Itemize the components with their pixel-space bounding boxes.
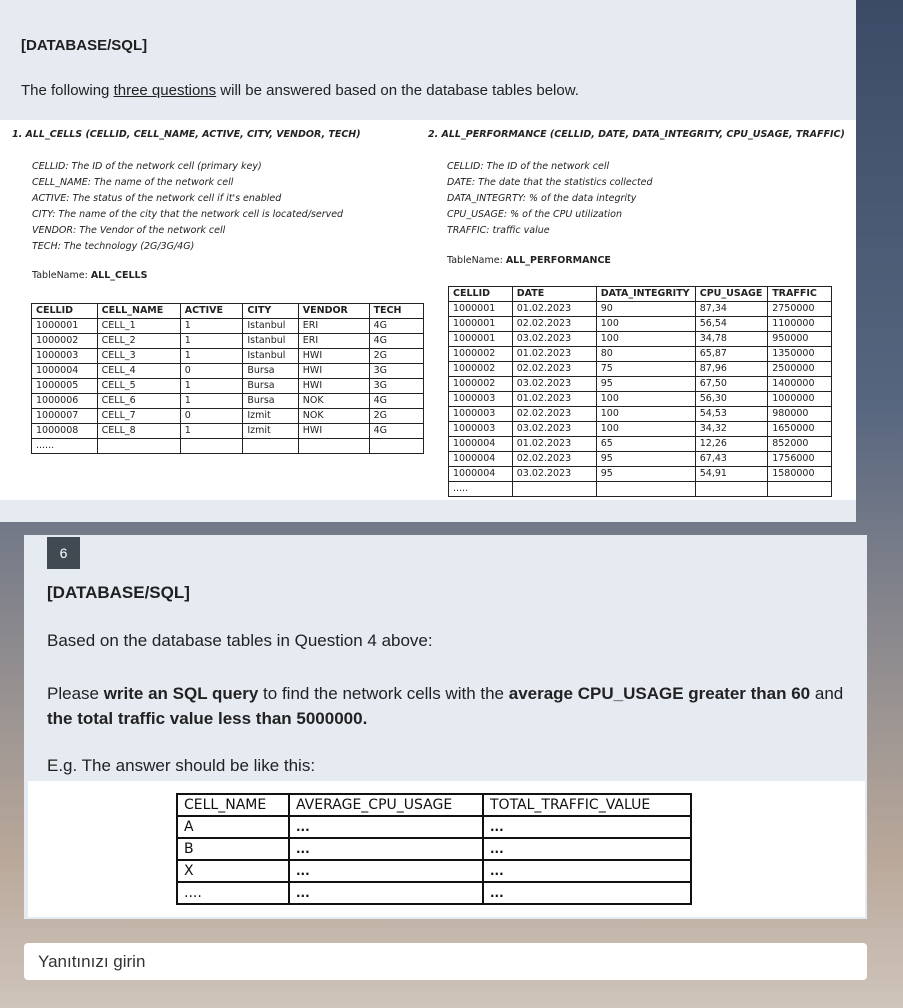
table-cell: 01.02.2023 bbox=[512, 437, 596, 452]
table-row bbox=[449, 377, 832, 392]
table-cell: 0 bbox=[180, 364, 243, 379]
column-header: AVERAGE_CPU_USAGE bbox=[289, 794, 483, 816]
table-cell: 1580000 bbox=[768, 467, 832, 482]
table-cell: CELL_6 bbox=[97, 394, 180, 409]
table-cell: 4G bbox=[369, 424, 423, 439]
table-cell: 1000003 bbox=[449, 422, 513, 437]
table-cell: 4G bbox=[369, 394, 423, 409]
table-cell: 100 bbox=[596, 332, 695, 347]
table-cell: HWI bbox=[298, 379, 369, 394]
table-cell bbox=[695, 482, 767, 497]
table-row bbox=[32, 379, 424, 394]
table-cell bbox=[243, 439, 298, 454]
table-row bbox=[32, 439, 424, 454]
intro-text-end: will be answered based on the database tables below. bbox=[216, 82, 579, 99]
table-cell: 65 bbox=[596, 437, 695, 452]
table-cell: ... bbox=[483, 882, 691, 904]
table-cell: Istanbul bbox=[243, 334, 298, 349]
table-cell: ... bbox=[289, 860, 483, 882]
table-cell: Izmit bbox=[243, 424, 298, 439]
table-cell: HWI bbox=[298, 424, 369, 439]
table-cell: 87,96 bbox=[695, 362, 767, 377]
table-cell: 950000 bbox=[768, 332, 832, 347]
table-cell: 02.02.2023 bbox=[512, 362, 596, 377]
table-cell: 54,53 bbox=[695, 407, 767, 422]
table-cell: 3G bbox=[369, 379, 423, 394]
table-cell: 1 bbox=[180, 334, 243, 349]
column-header: ACTIVE bbox=[180, 304, 243, 319]
question-prompt: Please write an SQL query to find the network cells with the average CPU_USAGE greater than 60 and the total traffic value less than 5000000. bbox=[47, 684, 844, 728]
table-cell: 1000003 bbox=[32, 349, 98, 364]
table-cell: B bbox=[177, 838, 289, 860]
table-cell: 1000002 bbox=[32, 334, 98, 349]
table-cell: 1000003 bbox=[449, 392, 513, 407]
table2-name: TableName: ALL_PERFORMANCE bbox=[447, 255, 611, 266]
table-cell: 90 bbox=[596, 302, 695, 317]
intro-text: The following bbox=[21, 82, 114, 99]
table-header-row bbox=[177, 794, 691, 816]
table-cell: .... bbox=[177, 882, 289, 904]
intro-underlined-text: three questions bbox=[113, 82, 217, 99]
table-row bbox=[177, 816, 691, 838]
table-cell: 01.02.2023 bbox=[512, 392, 596, 407]
table-cell: 1100000 bbox=[768, 317, 832, 332]
table-cell: HWI bbox=[298, 364, 369, 379]
table-cell: CELL_7 bbox=[97, 409, 180, 424]
table-cell bbox=[180, 439, 243, 454]
table-cell bbox=[369, 439, 423, 454]
table-cell: Bursa bbox=[243, 394, 298, 409]
table-cell: 1 bbox=[180, 349, 243, 364]
table-cell: 03.02.2023 bbox=[512, 377, 596, 392]
table-row bbox=[449, 482, 832, 497]
table-cell bbox=[512, 482, 596, 497]
table-cell: 1000001 bbox=[449, 332, 513, 347]
table-cell: 1000008 bbox=[32, 424, 98, 439]
table-cell: 2500000 bbox=[768, 362, 832, 377]
table-row bbox=[449, 422, 832, 437]
table-cell: 1000001 bbox=[32, 319, 98, 334]
table-cell: HWI bbox=[298, 349, 369, 364]
table-cell: 80 bbox=[596, 347, 695, 362]
question-intro bbox=[21, 82, 579, 99]
column-header: CELLID bbox=[449, 287, 513, 302]
table-row bbox=[449, 392, 832, 407]
column-header: TECH bbox=[369, 304, 423, 319]
table-row bbox=[32, 409, 424, 424]
table-cell: 67,43 bbox=[695, 452, 767, 467]
table-cell: 1000000 bbox=[768, 392, 832, 407]
table-cell: 02.02.2023 bbox=[512, 452, 596, 467]
table-cell: Istanbul bbox=[243, 319, 298, 334]
table-cell: 95 bbox=[596, 377, 695, 392]
table-cell: 1000004 bbox=[449, 467, 513, 482]
table-cell bbox=[596, 482, 695, 497]
table-cell: 1756000 bbox=[768, 452, 832, 467]
table-cell: 1 bbox=[180, 424, 243, 439]
table-cell: 56,54 bbox=[695, 317, 767, 332]
table1-heading: 1. ALL_CELLS (CELLID, CELL_NAME, ACTIVE, CITY, VENDOR, TECH) bbox=[12, 129, 361, 140]
table-row bbox=[449, 437, 832, 452]
table-row bbox=[449, 302, 832, 317]
table-row bbox=[177, 860, 691, 882]
table-cell: 01.02.2023 bbox=[512, 347, 596, 362]
table-cell: ERI bbox=[298, 319, 369, 334]
table-cell: 95 bbox=[596, 452, 695, 467]
table-cell: 1000005 bbox=[32, 379, 98, 394]
table-cell: 100 bbox=[596, 392, 695, 407]
table1-name: TableName: ALL_CELLS bbox=[32, 270, 148, 281]
table-row bbox=[32, 319, 424, 334]
table-cell: 1 bbox=[180, 379, 243, 394]
table-cell: ... bbox=[289, 816, 483, 838]
table-row bbox=[449, 317, 832, 332]
table-cell: CELL_5 bbox=[97, 379, 180, 394]
column-header: DATA_INTEGRITY bbox=[596, 287, 695, 302]
question-6-card bbox=[24, 535, 867, 919]
table-cell: 1000003 bbox=[449, 407, 513, 422]
table-cell: ... bbox=[483, 838, 691, 860]
table-cell: 87,34 bbox=[695, 302, 767, 317]
table-cell: ... bbox=[289, 882, 483, 904]
table-cell: 34,32 bbox=[695, 422, 767, 437]
table-row bbox=[449, 362, 832, 377]
table-cell: 1000002 bbox=[449, 362, 513, 377]
table-cell: 34,78 bbox=[695, 332, 767, 347]
all-cells-table bbox=[31, 303, 424, 454]
example-intro-text: E.g. The answer should be like this: bbox=[47, 756, 316, 775]
table-cell: ... bbox=[483, 860, 691, 882]
table-row bbox=[449, 347, 832, 362]
table-cell: 1 bbox=[180, 394, 243, 409]
column-header: CELL_NAME bbox=[97, 304, 180, 319]
column-header: CPU_USAGE bbox=[695, 287, 767, 302]
table-cell: 100 bbox=[596, 422, 695, 437]
table2-heading: 2. ALL_PERFORMANCE (CELLID, DATE, DATA_INTEGRITY, CPU_USAGE, TRAFFIC) bbox=[428, 129, 845, 140]
table-cell: CELL_1 bbox=[97, 319, 180, 334]
table-cell: 75 bbox=[596, 362, 695, 377]
table-header-row bbox=[32, 304, 424, 319]
table-cell: ... bbox=[289, 838, 483, 860]
table-cell: 12,26 bbox=[695, 437, 767, 452]
table-cell: 1000007 bbox=[32, 409, 98, 424]
table-cell: 95 bbox=[596, 467, 695, 482]
column-header: CELLID bbox=[32, 304, 98, 319]
table-cell: ERI bbox=[298, 334, 369, 349]
answer-input[interactable] bbox=[24, 943, 867, 980]
table-row bbox=[449, 407, 832, 422]
column-header: CELL_NAME bbox=[177, 794, 289, 816]
column-header: TOTAL_TRAFFIC_VALUE bbox=[483, 794, 691, 816]
table-cell: 1000001 bbox=[449, 317, 513, 332]
question-4-card bbox=[0, 0, 856, 522]
table-cell: 67,50 bbox=[695, 377, 767, 392]
example-answer-image bbox=[28, 781, 865, 917]
schema-image bbox=[0, 120, 856, 500]
table-row bbox=[449, 452, 832, 467]
question-context-text: Based on the database tables in Question 4 above: bbox=[47, 631, 433, 650]
table-cell: 2750000 bbox=[768, 302, 832, 317]
table-row bbox=[32, 349, 424, 364]
table-row bbox=[449, 467, 832, 482]
table-cell: 01.02.2023 bbox=[512, 302, 596, 317]
table-cell: Izmit bbox=[243, 409, 298, 424]
table-cell: CELL_8 bbox=[97, 424, 180, 439]
table-cell: ... bbox=[483, 816, 691, 838]
table1-description: CELLID: The ID of the network cell (primary key) CELL_NAME: The name of the network cell ACTIVE: The status of the network cell if it's enabled CITY: The name of the city that the network cell is located/served VENDOR: The Vendor of the network cell TECH: The technology (2G/3G/4G) bbox=[32, 161, 344, 252]
table-cell: 03.02.2023 bbox=[512, 467, 596, 482]
table-row bbox=[32, 364, 424, 379]
table-cell bbox=[298, 439, 369, 454]
table-cell: 852000 bbox=[768, 437, 832, 452]
table-cell: NOK bbox=[298, 394, 369, 409]
table-cell: 0 bbox=[180, 409, 243, 424]
table-cell: CELL_4 bbox=[97, 364, 180, 379]
table-cell: Istanbul bbox=[243, 349, 298, 364]
table-cell: A bbox=[177, 816, 289, 838]
question-number-badge: 6 bbox=[47, 537, 80, 569]
table-row bbox=[32, 424, 424, 439]
table-cell: 1400000 bbox=[768, 377, 832, 392]
table-cell: 3G bbox=[369, 364, 423, 379]
table-cell: 2G bbox=[369, 409, 423, 424]
table-cell bbox=[97, 439, 180, 454]
table-cell: ..... bbox=[449, 482, 513, 497]
table-cell: 1000004 bbox=[32, 364, 98, 379]
table-row bbox=[177, 882, 691, 904]
table2-description: CELLID: The ID of the network cell DATE: The date that the statistics collected DATA_INTEGRTY: % of the data integrity CPU_USAGE: % of the CPU utilization TRAFFIC: traffic value bbox=[447, 161, 653, 236]
example-answer-table bbox=[176, 793, 692, 905]
table-cell: 2G bbox=[369, 349, 423, 364]
table-cell: Bursa bbox=[243, 379, 298, 394]
table-cell: 1000004 bbox=[449, 437, 513, 452]
table-cell: 100 bbox=[596, 407, 695, 422]
table-cell: 100 bbox=[596, 317, 695, 332]
table-row bbox=[32, 394, 424, 409]
table-row bbox=[177, 838, 691, 860]
table-cell: 4G bbox=[369, 334, 423, 349]
table-cell: 02.02.2023 bbox=[512, 407, 596, 422]
table-cell: ...... bbox=[32, 439, 98, 454]
table-header-row bbox=[449, 287, 832, 302]
table-cell: 4G bbox=[369, 319, 423, 334]
table-cell: 1000002 bbox=[449, 377, 513, 392]
table-cell: 65,87 bbox=[695, 347, 767, 362]
table-cell: X bbox=[177, 860, 289, 882]
table-cell: 02.02.2023 bbox=[512, 317, 596, 332]
table-cell: 56,30 bbox=[695, 392, 767, 407]
question-tag: [DATABASE/SQL] bbox=[47, 583, 190, 602]
column-header: TRAFFIC bbox=[768, 287, 832, 302]
table-cell bbox=[768, 482, 832, 497]
table-cell: 1000006 bbox=[32, 394, 98, 409]
column-header: DATE bbox=[512, 287, 596, 302]
table-cell: CELL_3 bbox=[97, 349, 180, 364]
table-cell: 1000001 bbox=[449, 302, 513, 317]
table-cell: 03.02.2023 bbox=[512, 422, 596, 437]
table-cell: NOK bbox=[298, 409, 369, 424]
question-tag: [DATABASE/SQL] bbox=[21, 37, 148, 54]
table-cell: 980000 bbox=[768, 407, 832, 422]
table-cell: 1000004 bbox=[449, 452, 513, 467]
table-cell: 03.02.2023 bbox=[512, 332, 596, 347]
column-header: VENDOR bbox=[298, 304, 369, 319]
table-cell: 1 bbox=[180, 319, 243, 334]
table-cell: 1000002 bbox=[449, 347, 513, 362]
table-cell: 54,91 bbox=[695, 467, 767, 482]
table-row bbox=[32, 334, 424, 349]
table-row bbox=[449, 332, 832, 347]
table-cell: 1350000 bbox=[768, 347, 832, 362]
column-header: CITY bbox=[243, 304, 298, 319]
table-cell: Bursa bbox=[243, 364, 298, 379]
table-cell: CELL_2 bbox=[97, 334, 180, 349]
all-performance-table bbox=[448, 286, 832, 497]
table-cell: 1650000 bbox=[768, 422, 832, 437]
